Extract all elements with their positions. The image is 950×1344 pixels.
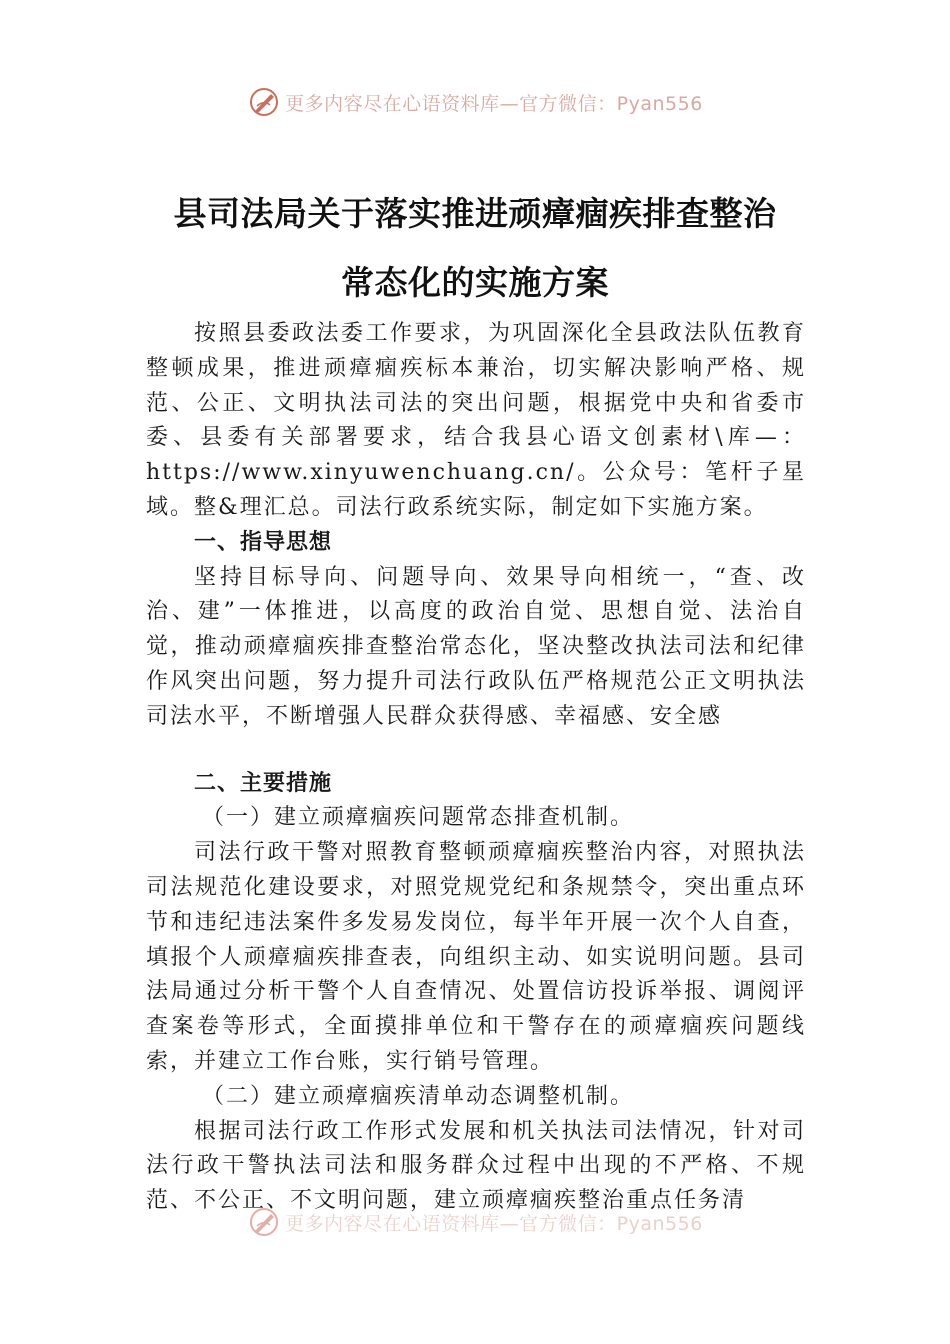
watermark-header <box>0 82 950 122</box>
paragraph-gap <box>146 735 806 767</box>
subsection-1-paragraph: 司法行政干警对照教育整顿顽瘴痼疾整治内容，对照执法司法规范化建设要求，对照党规党纪和条规禁令，突出重点环节和违纪违法案件多发易发岗位，每半年开展一次个人自查，填报个人顽瘴痼疾排查表，向组织主动、如实说明问题。县司法局通过分析干警个人自查情况、处置信访投诉举报、调阅评查案卷等形式，全面摸排单位和干警存在的顽瘴痼疾问题线索，并建立工作台账，实行销号管理。 <box>146 840 806 1074</box>
watermark-footer <box>0 1202 950 1242</box>
watermark-text: 更多内容尽在心语资料库—官方微信：Pyan556 <box>285 92 703 115</box>
document-title-line1: 县司法局关于落实推进顽瘴痼疾排查整治 <box>173 194 777 233</box>
pen-logo-icon <box>247 85 281 119</box>
subsection-2-paragraph: 根据司法行政工作形式发展和机关执法司法情况，针对司法行政干警执法司法和服务群众过程中出现的不严格、不规范、不公正、不文明问题，建立顽瘴痼疾整治重点任务清 <box>146 1118 806 1214</box>
document-title-line2: 常态化的实施方案 <box>341 263 609 302</box>
guiding-thought-paragraph: 坚持目标导向、问题导向、效果导向相统一，“查、改治、建”一体推进，以高度的政治自觉、思想自觉、法治自觉，推动顽瘴痼疾排查整治常态化，坚决整改执法司法和纪律作风突出问题，努力提升司法行政队伍严格规范公正文明执法司法水平，不断增强人民群众获得感、幸福感、安全感 <box>146 564 806 729</box>
section-heading-guiding-thought: 一、指导思想 <box>194 529 333 555</box>
subsection-heading-1: （一）建立顽瘴痼疾问题常态排查机制。 <box>202 805 635 831</box>
watermark-text: 更多内容尽在心语资料库—官方微信：Pyan556 <box>285 1212 703 1235</box>
section-heading-main-measures: 二、主要措施 <box>194 770 333 796</box>
intro-paragraph: 按照县委政法委工作要求，为巩固深化全县政法队伍教育整顿成果，推进顽瘴痼疾标本兼治，切实解决影响严格、规范、公正、文明执法司法的突出问题，根据党中央和省委市委、县委有关部署要求，结合我县心语文创素材\库—：https://www.xinyuwenchuang.cn/。公众号：笔杆子星域。整&理汇总。司法行政系统实际，制定如下实施方案。 <box>146 321 806 520</box>
pen-logo-icon <box>247 1205 281 1239</box>
document-body <box>146 317 806 1219</box>
subsection-heading-2: （二）建立顽瘴痼疾清单动态调整机制。 <box>202 1083 635 1109</box>
